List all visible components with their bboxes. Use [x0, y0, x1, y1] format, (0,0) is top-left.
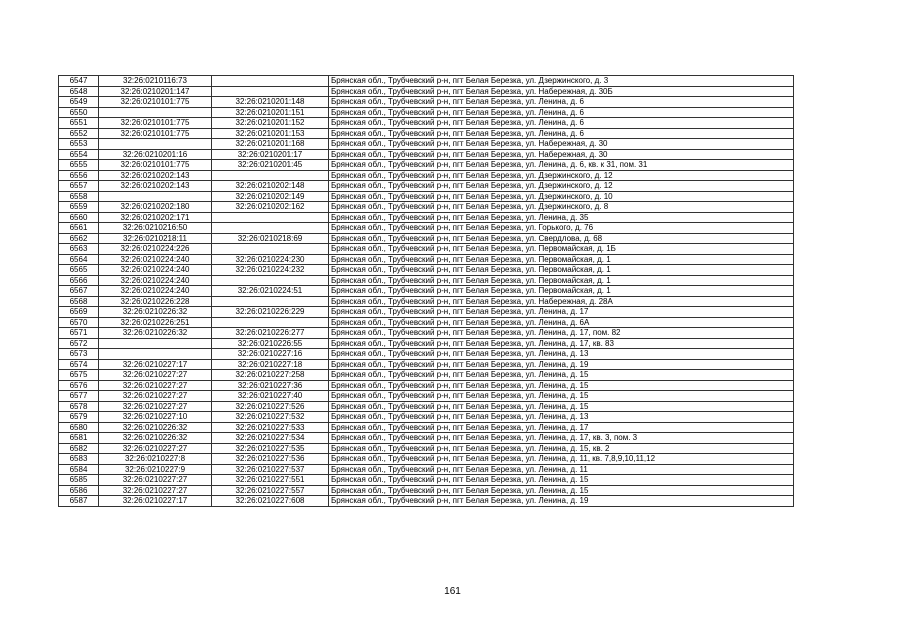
parent-cadastral-number-cell	[212, 296, 329, 307]
cadastral-number-cell: 32:26:0210227:8	[99, 454, 212, 465]
address-cell: Брянская обл., Трубчевский р-н, пгт Белая Березка, ул. Горького, д. 76	[329, 223, 794, 234]
address-cell: Брянская обл., Трубчевский р-н, пгт Белая Березка, ул. Ленина, д. 15	[329, 485, 794, 496]
cadastral-number-cell	[99, 349, 212, 360]
address-cell: Брянская обл., Трубчевский р-н, пгт Белая Березка, ул. Ленина, д. 6, кв. к 31, пом. 31	[329, 160, 794, 171]
cadastral-number-cell: 32:26:0210227:27	[99, 391, 212, 402]
table-row	[59, 443, 794, 454]
address-cell: Брянская обл., Трубчевский р-н, пгт Белая Березка, ул. Дзержинского, д. 12	[329, 181, 794, 192]
cadastral-number-cell: 32:26:0210224:240	[99, 265, 212, 276]
row-number-cell: 6562	[59, 233, 99, 244]
cadastral-number-cell: 32:26:0210202:171	[99, 212, 212, 223]
cadastral-number-cell: 32:26:0210201:16	[99, 149, 212, 160]
address-cell: Брянская обл., Трубчевский р-н, пгт Белая Березка, ул. Ленина, д. 6А	[329, 317, 794, 328]
parent-cadastral-number-cell: 32:26:0210224:232	[212, 265, 329, 276]
cadastral-number-cell: 32:26:0210202:143	[99, 181, 212, 192]
row-number-cell: 6585	[59, 475, 99, 486]
row-number-cell: 6572	[59, 338, 99, 349]
address-cell: Брянская обл., Трубчевский р-н, пгт Белая Березка, ул. Ленина, д. 11	[329, 464, 794, 475]
table-row	[59, 422, 794, 433]
address-cell: Брянская обл., Трубчевский р-н, пгт Белая Березка, ул. Свердлова, д. 68	[329, 233, 794, 244]
table-row	[59, 391, 794, 402]
cadastral-number-cell: 32:26:0210227:27	[99, 370, 212, 381]
table-body	[59, 76, 794, 507]
table-row	[59, 401, 794, 412]
table-row	[59, 212, 794, 223]
address-cell: Брянская обл., Трубчевский р-н, пгт Белая Березка, ул. Ленина, д. 15	[329, 401, 794, 412]
row-number-cell: 6557	[59, 181, 99, 192]
table-row	[59, 254, 794, 265]
cadastral-number-cell: 32:26:0210227:27	[99, 443, 212, 454]
cadastral-number-cell: 32:26:0210216:50	[99, 223, 212, 234]
cadastral-number-cell: 32:26:0210202:180	[99, 202, 212, 213]
parent-cadastral-number-cell	[212, 170, 329, 181]
cadastral-number-cell	[99, 139, 212, 150]
parent-cadastral-number-cell: 32:26:0210201:148	[212, 97, 329, 108]
address-cell: Брянская обл., Трубчевский р-н, пгт Белая Березка, ул. Ленина, д. 6	[329, 107, 794, 118]
address-cell: Брянская обл., Трубчевский р-н, пгт Белая Березка, ул. Ленина, д. 6	[329, 128, 794, 139]
table-row	[59, 412, 794, 423]
address-cell: Брянская обл., Трубчевский р-н, пгт Белая Березка, ул. Ленина, д. 11, кв. 7,8,9,10,11,12	[329, 454, 794, 465]
parent-cadastral-number-cell: 32:26:0210227:551	[212, 475, 329, 486]
address-cell: Брянская обл., Трубчевский р-н, пгт Белая Березка, ул. Первомайская, д. 1	[329, 254, 794, 265]
table-row	[59, 139, 794, 150]
table-row	[59, 317, 794, 328]
parent-cadastral-number-cell	[212, 212, 329, 223]
table-row	[59, 128, 794, 139]
cadastral-number-cell: 32:26:0210226:32	[99, 328, 212, 339]
table-row	[59, 149, 794, 160]
table-row	[59, 160, 794, 171]
row-number-cell: 6569	[59, 307, 99, 318]
table-row	[59, 233, 794, 244]
parent-cadastral-number-cell: 32:26:0210202:148	[212, 181, 329, 192]
parent-cadastral-number-cell: 32:26:0210226:277	[212, 328, 329, 339]
row-number-cell: 6555	[59, 160, 99, 171]
cadastral-number-cell: 32:26:0210227:10	[99, 412, 212, 423]
table-row	[59, 191, 794, 202]
address-cell: Брянская обл., Трубчевский р-н, пгт Белая Березка, ул. Ленина, д. 17	[329, 422, 794, 433]
cadastral-number-cell: 32:26:0210201:147	[99, 86, 212, 97]
row-number-cell: 6580	[59, 422, 99, 433]
row-number-cell: 6550	[59, 107, 99, 118]
table-row	[59, 370, 794, 381]
table-row	[59, 244, 794, 255]
parent-cadastral-number-cell: 32:26:0210227:18	[212, 359, 329, 370]
address-cell: Брянская обл., Трубчевский р-н, пгт Белая Березка, ул. Дзержинского, д. 12	[329, 170, 794, 181]
cadastral-number-cell: 32:26:0210227:27	[99, 475, 212, 486]
row-number-cell: 6559	[59, 202, 99, 213]
parent-cadastral-number-cell: 32:26:0210201:152	[212, 118, 329, 129]
address-cell: Брянская обл., Трубчевский р-н, пгт Белая Березка, ул. Ленина, д. 19	[329, 359, 794, 370]
table-row	[59, 170, 794, 181]
parent-cadastral-number-cell	[212, 223, 329, 234]
address-cell: Брянская обл., Трубчевский р-н, пгт Белая Березка, ул. Набережная, д. 30Б	[329, 86, 794, 97]
table-row	[59, 338, 794, 349]
row-number-cell: 6571	[59, 328, 99, 339]
table-row	[59, 181, 794, 192]
row-number-cell: 6577	[59, 391, 99, 402]
cadastral-number-cell: 32:26:0210227:27	[99, 401, 212, 412]
parent-cadastral-number-cell: 32:26:0210227:536	[212, 454, 329, 465]
address-cell: Брянская обл., Трубчевский р-н, пгт Белая Березка, ул. Ленина, д. 17, пом. 82	[329, 328, 794, 339]
address-cell: Брянская обл., Трубчевский р-н, пгт Белая Березка, ул. Ленина, д. 17, кв. 3, пом. 3	[329, 433, 794, 444]
cadastral-number-cell: 32:26:0210227:27	[99, 380, 212, 391]
cadastral-number-cell: 32:26:0210101:775	[99, 97, 212, 108]
parent-cadastral-number-cell: 32:26:0210201:45	[212, 160, 329, 171]
table-row	[59, 275, 794, 286]
table-row	[59, 97, 794, 108]
address-cell: Брянская обл., Трубчевский р-н, пгт Белая Березка, ул. Ленина, д. 35	[329, 212, 794, 223]
address-cell: Брянская обл., Трубчевский р-н, пгт Белая Березка, ул. Ленина, д. 13	[329, 412, 794, 423]
cadastral-number-cell: 32:26:0210224:240	[99, 286, 212, 297]
row-number-cell: 6558	[59, 191, 99, 202]
parent-cadastral-number-cell: 32:26:0210227:608	[212, 496, 329, 507]
parent-cadastral-number-cell: 32:26:0210227:537	[212, 464, 329, 475]
table-row	[59, 433, 794, 444]
address-cell: Брянская обл., Трубчевский р-н, пгт Белая Березка, ул. Ленина, д. 15	[329, 380, 794, 391]
parent-cadastral-number-cell: 32:26:0210227:534	[212, 433, 329, 444]
cadastral-number-cell: 32:26:0210226:32	[99, 307, 212, 318]
address-cell: Брянская обл., Трубчевский р-н, пгт Белая Березка, ул. Дзержинского, д. 8	[329, 202, 794, 213]
table-row	[59, 202, 794, 213]
row-number-cell: 6560	[59, 212, 99, 223]
parent-cadastral-number-cell	[212, 86, 329, 97]
parent-cadastral-number-cell: 32:26:0210227:535	[212, 443, 329, 454]
address-cell: Брянская обл., Трубчевский р-н, пгт Белая Березка, ул. Ленина, д. 15, кв. 2	[329, 443, 794, 454]
parent-cadastral-number-cell	[212, 244, 329, 255]
table-row	[59, 76, 794, 87]
row-number-cell: 6582	[59, 443, 99, 454]
row-number-cell: 6552	[59, 128, 99, 139]
address-cell: Брянская обл., Трубчевский р-н, пгт Белая Березка, ул. Ленина, д. 17	[329, 307, 794, 318]
parent-cadastral-number-cell: 32:26:0210227:533	[212, 422, 329, 433]
cadastral-number-cell: 32:26:0210227:27	[99, 485, 212, 496]
row-number-cell: 6549	[59, 97, 99, 108]
parent-cadastral-number-cell: 32:26:0210201:17	[212, 149, 329, 160]
cadastral-number-cell	[99, 107, 212, 118]
table-row	[59, 380, 794, 391]
cadastral-number-cell: 32:26:0210224:240	[99, 275, 212, 286]
table-row	[59, 265, 794, 276]
cadastral-number-cell: 32:26:0210227:17	[99, 496, 212, 507]
address-cell: Брянская обл., Трубчевский р-н, пгт Белая Березка, ул. Ленина, д. 17, кв. 83	[329, 338, 794, 349]
cadastral-number-cell: 32:26:0210227:9	[99, 464, 212, 475]
row-number-cell: 6574	[59, 359, 99, 370]
row-number-cell: 6567	[59, 286, 99, 297]
address-cell: Брянская обл., Трубчевский р-н, пгт Белая Березка, ул. Набережная, д. 30	[329, 139, 794, 150]
cadastral-number-cell: 32:26:0210101:775	[99, 128, 212, 139]
address-cell: Брянская обл., Трубчевский р-н, пгт Белая Березка, ул. Набережная, д. 30	[329, 149, 794, 160]
cadastral-number-cell: 32:26:0210218:11	[99, 233, 212, 244]
row-number-cell: 6570	[59, 317, 99, 328]
parent-cadastral-number-cell: 32:26:0210227:16	[212, 349, 329, 360]
row-number-cell: 6576	[59, 380, 99, 391]
address-cell: Брянская обл., Трубчевский р-н, пгт Белая Березка, ул. Дзержинского, д. 3	[329, 76, 794, 87]
address-cell: Брянская обл., Трубчевский р-н, пгт Белая Березка, ул. Ленина, д. 15	[329, 370, 794, 381]
cadastral-number-cell: 32:26:0210101:775	[99, 160, 212, 171]
table-row	[59, 107, 794, 118]
parent-cadastral-number-cell: 32:26:0210227:36	[212, 380, 329, 391]
cadastral-number-cell: 32:26:0210224:226	[99, 244, 212, 255]
cadastral-number-cell: 32:26:0210202:143	[99, 170, 212, 181]
row-number-cell: 6578	[59, 401, 99, 412]
cadastral-number-cell: 32:26:0210227:17	[99, 359, 212, 370]
row-number-cell: 6566	[59, 275, 99, 286]
address-cell: Брянская обл., Трубчевский р-н, пгт Белая Березка, ул. Ленина, д. 15	[329, 391, 794, 402]
parent-cadastral-number-cell: 32:26:0210227:532	[212, 412, 329, 423]
parent-cadastral-number-cell: 32:26:0210202:149	[212, 191, 329, 202]
row-number-cell: 6547	[59, 76, 99, 87]
table-row	[59, 118, 794, 129]
parent-cadastral-number-cell: 32:26:0210224:230	[212, 254, 329, 265]
address-cell: Брянская обл., Трубчевский р-н, пгт Белая Березка, ул. Первомайская, д. 1	[329, 286, 794, 297]
table-row	[59, 485, 794, 496]
address-cell: Брянская обл., Трубчевский р-н, пгт Белая Березка, ул. Набережная, д. 28А	[329, 296, 794, 307]
table-row	[59, 286, 794, 297]
table-row	[59, 349, 794, 360]
parent-cadastral-number-cell: 32:26:0210227:258	[212, 370, 329, 381]
cadastral-number-cell	[99, 338, 212, 349]
cadastral-number-cell: 32:26:0210226:251	[99, 317, 212, 328]
row-number-cell: 6556	[59, 170, 99, 181]
row-number-cell: 6586	[59, 485, 99, 496]
row-number-cell: 6561	[59, 223, 99, 234]
table-row	[59, 296, 794, 307]
table-row	[59, 475, 794, 486]
row-number-cell: 6554	[59, 149, 99, 160]
row-number-cell: 6548	[59, 86, 99, 97]
table-row	[59, 454, 794, 465]
parent-cadastral-number-cell: 32:26:0210226:229	[212, 307, 329, 318]
row-number-cell: 6551	[59, 118, 99, 129]
table-row	[59, 496, 794, 507]
address-cell: Брянская обл., Трубчевский р-н, пгт Белая Березка, ул. Ленина, д. 19	[329, 496, 794, 507]
parent-cadastral-number-cell: 32:26:0210224:51	[212, 286, 329, 297]
row-number-cell: 6553	[59, 139, 99, 150]
cadastral-number-cell: 32:26:0210226:32	[99, 422, 212, 433]
parent-cadastral-number-cell: 32:26:0210202:162	[212, 202, 329, 213]
parent-cadastral-number-cell: 32:26:0210218:69	[212, 233, 329, 244]
cadastral-number-cell	[99, 191, 212, 202]
address-cell: Брянская обл., Трубчевский р-н, пгт Белая Березка, ул. Первомайская, д. 1Б	[329, 244, 794, 255]
parent-cadastral-number-cell	[212, 76, 329, 87]
address-cell: Брянская обл., Трубчевский р-н, пгт Белая Березка, ул. Ленина, д. 13	[329, 349, 794, 360]
row-number-cell: 6568	[59, 296, 99, 307]
row-number-cell: 6575	[59, 370, 99, 381]
parent-cadastral-number-cell: 32:26:0210227:557	[212, 485, 329, 496]
cadastral-number-cell: 32:26:0210226:32	[99, 433, 212, 444]
address-cell: Брянская обл., Трубчевский р-н, пгт Белая Березка, ул. Первомайская, д. 1	[329, 265, 794, 276]
table-row	[59, 328, 794, 339]
table-row	[59, 86, 794, 97]
row-number-cell: 6564	[59, 254, 99, 265]
row-number-cell: 6581	[59, 433, 99, 444]
cadastral-number-cell: 32:26:0210101:775	[99, 118, 212, 129]
parent-cadastral-number-cell: 32:26:0210227:526	[212, 401, 329, 412]
parent-cadastral-number-cell: 32:26:0210227:40	[212, 391, 329, 402]
parent-cadastral-number-cell: 32:26:0210201:168	[212, 139, 329, 150]
parent-cadastral-number-cell: 32:26:0210201:151	[212, 107, 329, 118]
table-row	[59, 223, 794, 234]
cadastral-number-cell: 32:26:0210226:228	[99, 296, 212, 307]
parent-cadastral-number-cell: 32:26:0210226:55	[212, 338, 329, 349]
address-cell: Брянская обл., Трубчевский р-н, пгт Белая Березка, ул. Ленина, д. 6	[329, 118, 794, 129]
row-number-cell: 6579	[59, 412, 99, 423]
table-row	[59, 307, 794, 318]
parent-cadastral-number-cell: 32:26:0210201:153	[212, 128, 329, 139]
row-number-cell: 6565	[59, 265, 99, 276]
page-number: 161	[444, 586, 461, 597]
address-cell: Брянская обл., Трубчевский р-н, пгт Белая Березка, ул. Дзержинского, д. 10	[329, 191, 794, 202]
address-cell: Брянская обл., Трубчевский р-н, пгт Белая Березка, ул. Ленина, д. 15	[329, 475, 794, 486]
property-table	[58, 75, 794, 507]
address-cell: Брянская обл., Трубчевский р-н, пгт Белая Березка, ул. Первомайская, д. 1	[329, 275, 794, 286]
cadastral-number-cell: 32:26:0210224:240	[99, 254, 212, 265]
parent-cadastral-number-cell	[212, 275, 329, 286]
table-row	[59, 464, 794, 475]
row-number-cell: 6584	[59, 464, 99, 475]
cadastral-number-cell: 32:26:0210116:73	[99, 76, 212, 87]
row-number-cell: 6573	[59, 349, 99, 360]
row-number-cell: 6587	[59, 496, 99, 507]
row-number-cell: 6583	[59, 454, 99, 465]
parent-cadastral-number-cell	[212, 317, 329, 328]
address-cell: Брянская обл., Трубчевский р-н, пгт Белая Березка, ул. Ленина, д. 6	[329, 97, 794, 108]
table-row	[59, 359, 794, 370]
row-number-cell: 6563	[59, 244, 99, 255]
